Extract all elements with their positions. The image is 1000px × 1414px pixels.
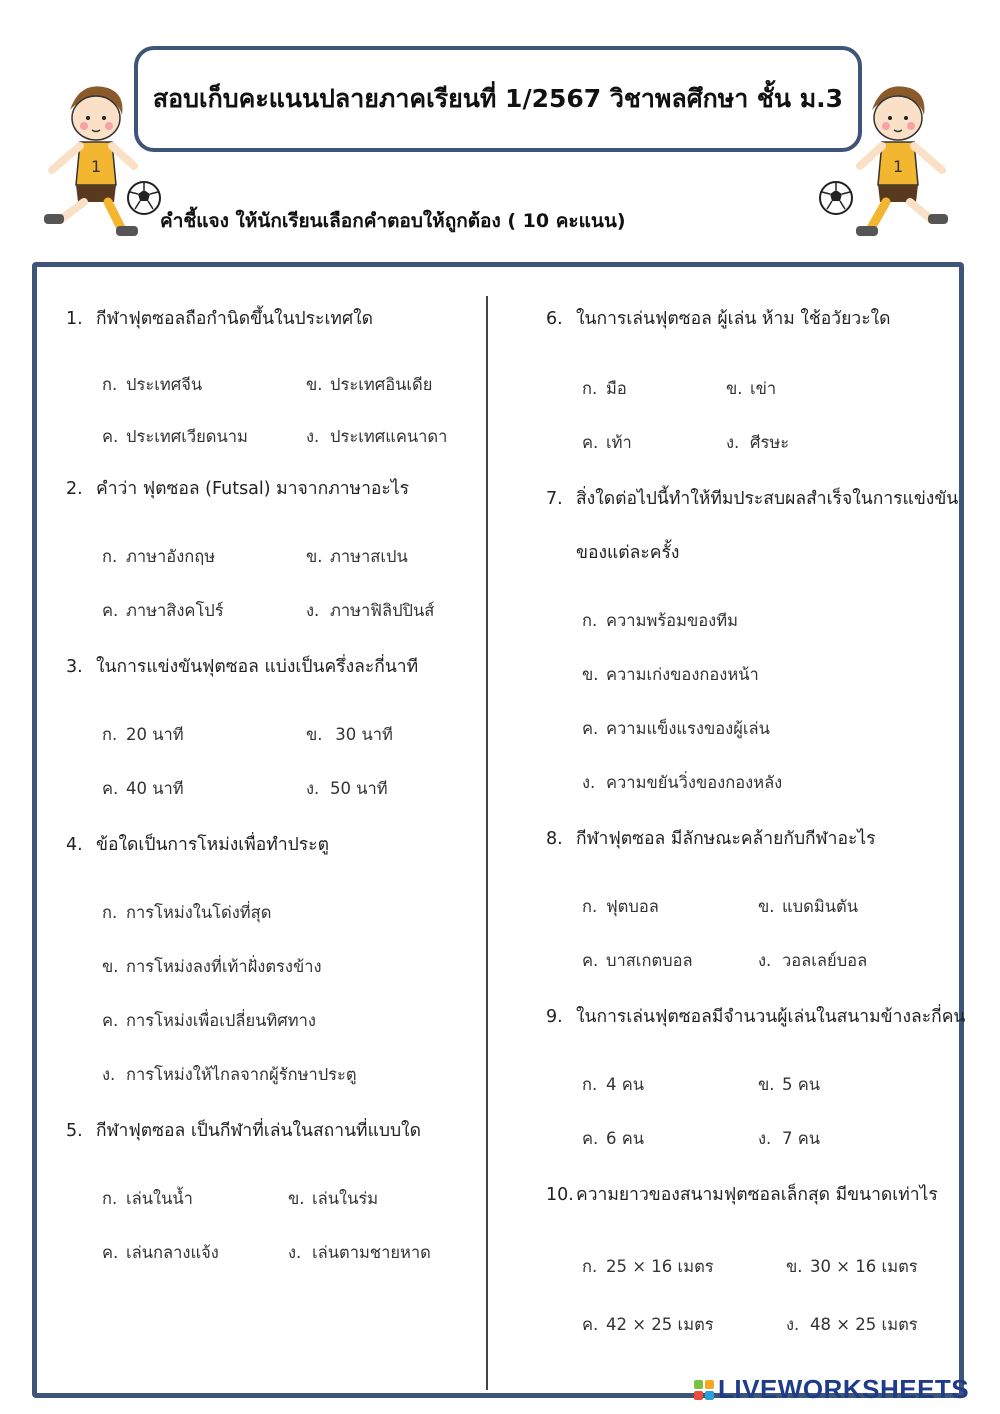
option-text: แบดมินตัน: [782, 897, 858, 916]
option-4-a[interactable]: [102, 900, 271, 926]
option-text: 40 นาที: [126, 779, 184, 798]
question-2: [66, 474, 409, 502]
option-text: ภาษาอังกฤษ: [126, 547, 216, 566]
option-1-d[interactable]: [306, 424, 447, 450]
option-letter: ก.: [582, 379, 598, 398]
option-5-c[interactable]: [102, 1240, 219, 1266]
question-7-continued: ของแต่ละครั้ง: [576, 543, 680, 563]
option-letter: ค.: [582, 719, 599, 738]
option-5-d[interactable]: [288, 1240, 431, 1266]
option-text: 6 คน: [606, 1129, 645, 1148]
option-7-d[interactable]: [582, 770, 782, 796]
question-number: 6.: [546, 309, 563, 329]
question-text: ความยาวของสนามฟุตซอลเล็กสุด มีขนาดเท่าไร: [576, 1185, 938, 1205]
question-8: [546, 824, 876, 852]
option-text: ภาษาฟิลิปปินส์: [330, 601, 435, 620]
option-9-b[interactable]: [758, 1072, 820, 1098]
question-4: [66, 830, 329, 858]
question-text: คำว่า ฟุตซอล (Futsal) มาจากภาษาอะไร: [96, 479, 410, 499]
option-text: การโหม่งให้ไกลจากผู้รักษาประตู: [126, 1065, 357, 1084]
option-9-d[interactable]: [758, 1126, 820, 1152]
option-text: 30 นาที: [330, 725, 393, 744]
question-number: 1.: [66, 309, 83, 329]
option-letter: ค.: [102, 1243, 119, 1262]
option-letter: ง.: [726, 433, 740, 452]
question-3: [66, 652, 418, 680]
option-text: เล่นตามชายหาด: [312, 1243, 431, 1262]
option-6-b[interactable]: [726, 376, 776, 402]
option-letter: ก.: [582, 1075, 598, 1094]
option-text: การโหม่งเพื่อเปลี่ยนทิศทาง: [126, 1011, 316, 1030]
option-10-b[interactable]: [786, 1254, 918, 1280]
option-8-d[interactable]: [758, 948, 867, 974]
option-6-c[interactable]: [582, 430, 632, 456]
question-6: [546, 304, 891, 332]
option-text: 50 นาที: [330, 779, 388, 798]
option-text: ประเทศจีน: [126, 375, 203, 394]
option-text: ความขยันวิ่งของกองหลัง: [606, 773, 783, 792]
option-letter: ก.: [102, 375, 118, 394]
option-text: มือ: [606, 379, 627, 398]
option-7-c[interactable]: [582, 716, 770, 742]
question-number: 3.: [66, 657, 83, 677]
soccer-ball-icon: [126, 180, 162, 216]
option-8-a[interactable]: [582, 894, 659, 920]
question-7: [546, 484, 958, 512]
option-letter: ค.: [582, 1129, 599, 1148]
liveworksheets-logo[interactable]: [694, 1374, 969, 1405]
title-box: [134, 46, 862, 152]
option-text: เล่นกลางแจ้ง: [126, 1243, 219, 1262]
page-title: สอบเก็บคะแนนปลายภาคเรียนที่ 1/2567 วิชาพลศึกษา ชั้น ม.3: [152, 84, 844, 113]
option-text: ประเทศอินเดีย: [330, 375, 433, 394]
option-8-b[interactable]: [758, 894, 858, 920]
question-text: ข้อใดเป็นการโหม่งเพื่อทำประตู: [96, 835, 329, 855]
option-text: 5 คน: [782, 1075, 821, 1094]
option-letter: ค.: [582, 433, 599, 452]
option-text: เท้า: [606, 433, 632, 452]
option-letter: ค.: [582, 1315, 599, 1334]
option-3-a[interactable]: [102, 722, 184, 748]
option-text: เข่า: [750, 379, 777, 398]
option-letter: ก.: [102, 903, 118, 922]
option-8-c[interactable]: [582, 948, 693, 974]
question-text: สิ่งใดต่อไปนี้ทำให้ทีมประสบผลสำเร็จในการแข่งขัน: [576, 489, 959, 509]
option-letter: ก.: [102, 1189, 118, 1208]
question-number: 5.: [66, 1121, 83, 1141]
option-2-d[interactable]: [306, 598, 434, 624]
option-4-c[interactable]: [102, 1008, 316, 1034]
option-text: 30 × 16 เมตร: [810, 1257, 918, 1276]
option-letter: ก.: [102, 725, 118, 744]
question-5: [66, 1116, 421, 1144]
option-10-d[interactable]: [786, 1312, 918, 1338]
question-text: กีฬาฟุตซอลถือกำนิดขึ้นในประเทศใด: [96, 309, 373, 329]
option-letter: ข.: [726, 379, 743, 398]
column-divider: [486, 296, 488, 1390]
option-letter: ง.: [102, 1065, 116, 1084]
option-text: ภาษาสเปน: [330, 547, 408, 566]
option-letter: ง.: [306, 779, 320, 798]
question-text: กีฬาฟุตซอล เป็นกีฬาที่เล่นในสถานที่แบบใด: [96, 1121, 421, 1141]
option-letter: ง.: [306, 427, 320, 446]
option-text: ประเทศเวียดนาม: [126, 427, 248, 446]
option-letter: ข.: [758, 897, 775, 916]
option-text: การโหม่งลงที่เท้าฝั่งตรงข้าง: [126, 957, 322, 976]
option-letter: ก.: [582, 897, 598, 916]
option-text: ความแข็งแรงของผู้เล่น: [606, 719, 770, 738]
option-2-a[interactable]: [102, 544, 215, 570]
option-letter: ข.: [758, 1075, 775, 1094]
option-letter: ค.: [102, 601, 119, 620]
option-letter: ง.: [582, 773, 596, 792]
option-2-c[interactable]: [102, 598, 224, 624]
option-4-b[interactable]: [102, 954, 322, 980]
option-letter: ค.: [102, 1011, 119, 1030]
option-4-d[interactable]: [102, 1062, 357, 1088]
option-2-b[interactable]: [306, 544, 408, 570]
option-1-b[interactable]: [306, 372, 432, 398]
option-6-a[interactable]: [582, 376, 627, 402]
question-number: 7.: [546, 489, 563, 509]
option-letter: ง.: [786, 1315, 800, 1334]
option-letter: ข.: [102, 957, 119, 976]
option-text: 20 นาที: [126, 725, 184, 744]
option-1-a[interactable]: [102, 372, 202, 398]
option-text: ความเก่งของกองหน้า: [606, 665, 759, 684]
option-letter: ง.: [306, 601, 320, 620]
instruction-text: คำชี้แจง ให้นักเรียนเลือกคำตอบให้ถูกต้อง ( 10 คะแนน): [160, 210, 626, 232]
option-letter: ง.: [288, 1243, 302, 1262]
option-9-a[interactable]: [582, 1072, 644, 1098]
option-text: การโหม่งในโด่งที่สุด: [126, 903, 272, 922]
option-9-c[interactable]: [582, 1126, 644, 1152]
option-letter: ข.: [582, 665, 599, 684]
option-1-c[interactable]: [102, 424, 248, 450]
option-letter: ก.: [582, 1257, 598, 1276]
option-3-d[interactable]: [306, 776, 388, 802]
svg-text:1: 1: [91, 157, 102, 176]
question-number: 10.: [546, 1185, 574, 1205]
option-letter: ง.: [758, 951, 772, 970]
option-text: เล่นในน้ำ: [126, 1189, 193, 1208]
question-number: 9.: [546, 1007, 563, 1027]
question-text: กีฬาฟุตซอล มีลักษณะคล้ายกับกีฬาอะไร: [576, 829, 876, 849]
option-5-b[interactable]: [288, 1186, 378, 1212]
option-text: ฟุตบอล: [606, 897, 659, 916]
option-text: ประเทศแคนาดา: [330, 427, 448, 446]
option-text: ภาษาสิงคโปร์: [126, 601, 224, 620]
option-letter: ง.: [758, 1129, 772, 1148]
option-text: ความพร้อมของทีม: [606, 611, 738, 630]
option-letter: ข.: [306, 725, 323, 744]
option-text: วอลเลย์บอล: [782, 951, 868, 970]
option-text: 48 × 25 เมตร: [810, 1315, 918, 1334]
option-6-d[interactable]: [726, 430, 789, 456]
option-5-a[interactable]: [102, 1186, 193, 1212]
option-3-c[interactable]: [102, 776, 184, 802]
logo-text: LIVEWORKSHEETS: [718, 1374, 970, 1404]
option-7-a[interactable]: [582, 608, 738, 634]
question-text: ในการเล่นฟุตซอล ผู้เล่น ห้าม ใช้อวัยวะใด: [576, 309, 891, 329]
option-text: 7 คน: [782, 1129, 821, 1148]
question-1: [66, 304, 373, 332]
option-text: บาสเกตบอล: [606, 951, 693, 970]
option-letter: ก.: [582, 611, 598, 630]
option-letter: ข.: [288, 1189, 305, 1208]
option-letter: ข.: [786, 1257, 803, 1276]
question-10: [546, 1180, 938, 1208]
option-7-b[interactable]: [582, 662, 759, 688]
question-number: 8.: [546, 829, 563, 849]
question-9: [546, 1002, 965, 1030]
option-text: 4 คน: [606, 1075, 645, 1094]
option-letter: ค.: [102, 779, 119, 798]
option-letter: ค.: [582, 951, 599, 970]
option-10-c[interactable]: [582, 1312, 714, 1338]
option-letter: ข.: [306, 547, 323, 566]
question-text: ในการแข่งขันฟุตซอล แบ่งเป็นครึ่งละกี่นาที: [96, 657, 419, 677]
question-text: ในการเล่นฟุตซอลมีจำนวนผู้เล่นในสนามข้างละกี่คน: [576, 1007, 966, 1027]
svg-text:1: 1: [893, 157, 904, 176]
option-text: 25 × 16 เมตร: [606, 1257, 714, 1276]
question-number: 2.: [66, 479, 83, 499]
option-text: เล่นในร่ม: [312, 1189, 379, 1208]
option-3-b[interactable]: [306, 722, 393, 748]
question-number: 4.: [66, 835, 83, 855]
soccer-ball-icon: [818, 180, 854, 216]
option-letter: ก.: [102, 547, 118, 566]
option-text: ศีรษะ: [750, 433, 790, 452]
option-text: 42 × 25 เมตร: [606, 1315, 714, 1334]
option-10-a[interactable]: [582, 1254, 714, 1280]
option-letter: ข.: [306, 375, 323, 394]
option-letter: ค.: [102, 427, 119, 446]
liveworksheets-mark-icon: [694, 1380, 714, 1400]
